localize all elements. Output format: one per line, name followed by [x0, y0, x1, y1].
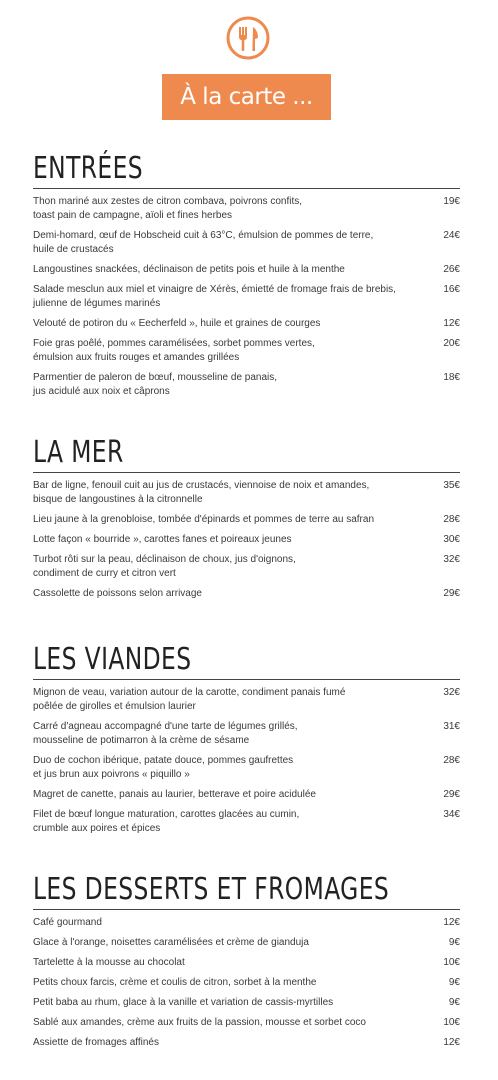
menu-item-name: Foie gras poêlé, pommes caramélisées, sorbet pommes vertes, émulsion aux fruits rouges et amandes grillées: [33, 338, 315, 363]
menu-item: [33, 513, 460, 527]
menu-item-name: Bar de ligne, fenouil cuit au jus de crustacés, viennoise de noix et amandes, bisque de langoustines à la citronnelle: [33, 480, 370, 505]
menu-section: [33, 436, 460, 607]
menu-section: [33, 873, 460, 1056]
menu-item-price: 10€: [443, 957, 460, 968]
menu-item: [33, 229, 460, 257]
section-title: LES VIANDES: [33, 642, 192, 677]
section-title: LES DESSERTS ET FROMAGES: [33, 872, 390, 907]
menu-item-price: 32€: [443, 554, 460, 565]
menu-item: [33, 996, 460, 1010]
menu-item: [33, 371, 460, 399]
menu-item-name: Turbot rôti sur la peau, déclinaison de choux, jus d'oignons, condiment de curry et citron vert: [33, 554, 296, 579]
menu-item-price: 24€: [443, 230, 460, 241]
menu-item-name: Langoustines snackées, déclinaison de petits pois et huile à la menthe: [33, 264, 345, 275]
menu-item-name: Salade mesclun aux miel et vinaigre de Xérès, émietté de fromage frais de brebis, julienne de légumes marinés: [33, 284, 396, 309]
menu-item-price: 9€: [448, 937, 460, 948]
menu-item-price: 31€: [443, 721, 460, 732]
menu-item-name: Duo de cochon ibérique, patate douce, pommes gaufrettes et jus brun aux poivrons « piquillo »: [33, 755, 294, 780]
menu-item-price: 9€: [448, 997, 460, 1008]
menu-item-price: 18€: [443, 372, 460, 383]
section-title: ENTRÉES: [33, 151, 144, 186]
menu-item: [33, 916, 460, 930]
menu-item-price: 32€: [443, 687, 460, 698]
menu-banner: À la carte ...: [162, 74, 331, 120]
menu-item-name: Velouté de potiron du « Eecherfeld », huile et graines de courges: [33, 318, 321, 329]
menu-item-name: Cassolette de poissons selon arrivage: [33, 588, 202, 599]
menu-item: [33, 317, 460, 331]
section-divider: [33, 472, 460, 473]
menu-item: [33, 808, 460, 836]
menu-item: [33, 479, 460, 507]
fork-knife-logo-icon: [225, 15, 271, 61]
menu-item: [33, 788, 460, 802]
menu-item: [33, 720, 460, 748]
menu-item-name: Lotte façon « bourride », carottes fanes et poireaux jeunes: [33, 534, 292, 545]
menu-item: [33, 956, 460, 970]
menu-item: [33, 976, 460, 990]
menu-item-name: Demi-homard, œuf de Hobscheid cuit à 63°C, émulsion de pommes de terre, huile de crustacés: [33, 230, 374, 255]
menu-item-name: Assiette de fromages affinés: [33, 1037, 159, 1048]
menu-item-name: Sablé aux amandes, crème aux fruits de la passion, mousse et sorbet coco: [33, 1017, 366, 1028]
menu-item: [33, 283, 460, 311]
menu-item: [33, 337, 460, 365]
menu-item-price: 9€: [448, 977, 460, 988]
menu-item-name: Café gourmand: [33, 917, 102, 928]
menu-item-price: 26€: [443, 264, 460, 275]
menu-item-name: Thon mariné aux zestes de citron combava, poivrons confits, toast pain de campagne, aïoli et fines herbes: [33, 196, 303, 221]
menu-item: [33, 1036, 460, 1050]
menu-item: [33, 553, 460, 581]
menu-item-price: 10€: [443, 1017, 460, 1028]
menu-item-name: Glace à l'orange, noisettes caramélisées et crème de gianduja: [33, 937, 309, 948]
menu-item-price: 30€: [443, 534, 460, 545]
menu-item-price: 19€: [443, 196, 460, 207]
menu-item-name: Magret de canette, panais au laurier, betterave et poire acidulée: [33, 789, 316, 800]
menu-item: [33, 533, 460, 547]
menu-item-name: Mignon de veau, variation autour de la carotte, condiment panais fumé poêlée de girolles et émulsion laurier: [33, 687, 346, 712]
menu-item-price: 12€: [443, 917, 460, 928]
menu-item: [33, 686, 460, 714]
menu-item-name: Carré d'agneau accompagné d'une tarte de légumes grillés, mousseline de potimarron à la crème de sésame: [33, 721, 298, 746]
menu-item-name: Petits choux farcis, crème et coulis de citron, sorbet à la menthe: [33, 977, 317, 988]
menu-item-price: 29€: [443, 789, 460, 800]
menu-item-price: 35€: [443, 480, 460, 491]
menu-item: [33, 263, 460, 277]
menu-section: [33, 643, 460, 842]
menu-item-price: 12€: [443, 1037, 460, 1048]
section-divider: [33, 188, 460, 189]
menu-item: [33, 936, 460, 950]
menu-item-name: Parmentier de paleron de bœuf, mousseline de panais, jus acidulé aux noix et câprons: [33, 372, 278, 397]
menu-section: [33, 152, 460, 405]
menu-item-price: 28€: [443, 755, 460, 766]
menu-item-name: Petit baba au rhum, glace à la vanille et variation de cassis-myrtilles: [33, 997, 334, 1008]
menu-item-price: 34€: [443, 809, 460, 820]
menu-item: [33, 1016, 460, 1030]
menu-item-name: Tartelette à la mousse au chocolat: [33, 957, 185, 968]
section-divider: [33, 909, 460, 910]
menu-item-price: 29€: [443, 588, 460, 599]
menu-item-price: 12€: [443, 318, 460, 329]
menu-item: [33, 587, 460, 601]
menu-item: [33, 754, 460, 782]
menu-item-name: Lieu jaune à la grenobloise, tombée d'épinards et pommes de terre au safran: [33, 514, 375, 525]
section-title: LA MER: [33, 435, 124, 470]
menu-item-price: 28€: [443, 514, 460, 525]
section-divider: [33, 679, 460, 680]
menu-item-price: 20€: [443, 338, 460, 349]
menu-item-name: Filet de bœuf longue maturation, carottes glacées au cumin, crumble aux poires et épices: [33, 809, 300, 834]
menu-item: [33, 195, 460, 223]
menu-item-price: 16€: [443, 284, 460, 295]
